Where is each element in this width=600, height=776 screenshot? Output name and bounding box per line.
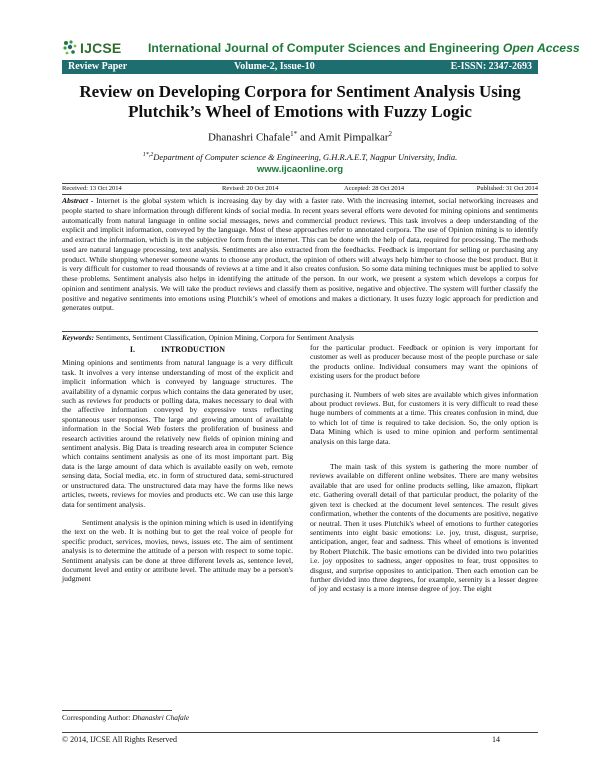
right-paragraph-2: purchasing it. Numbers of web sites are available which gives information about product reviews. But, for customers it is very difficult to read these huge numbers of comments at a time. This creates confusion in mind, due to which lot of time is required to take decision. So, the only option is Data Mining which is used to mine opinion and perform sentimental analysis on this large data. <box>310 389 538 446</box>
volume-issue: Volume-2, Issue-10 <box>234 61 315 72</box>
author-1-sup: 1* <box>290 130 298 138</box>
journal-name-text: International Journal of Computer Sciences and Engineering <box>148 41 500 55</box>
author-and: and <box>297 131 318 144</box>
keywords-label: Keywords: <box>62 333 95 342</box>
abstract-text: Internet is the global system which is increasing day by day with a faster rate. With the increasing internet, social networking increases and people started to share information through different kinds of social media. In recent years several efforts were devoted for mining opinions and sentiments automatically from natural language in online social messages, news and commercial product reviews. This task involves a deep understanding of the explicit and implicit information, conveyed by the language. Most of these approaches refer to annotated corpora. The use of Opinion mining is to identify and extract the information, which is in the subjective form from the internet. This can be done with the help of data, required for processing. The methods used are natural language processing, text analysis. Sentiments are also extracted from the feedbacks. Feedback is important for selling or purchasing any product. While shopping whenever someone wants to choose any product, the opinion of others will always help him/her to choose the best product. But it is very difficult for customer to read thousands of reviews at a time and it also creates confusion. So some data mining techniques must be applied to solve these problems. Sentiment analysis also helps in identifying the attitude of the person. In our work, we present a system which develops a corpus for opinion and sentiment analysis. We will take the product reviews and classify them as positive, negative and objective. The system will further classify the positive and negative sentiments into emotions using Plutchik’s wheel of emotions and makes a dictionary. It uses fuzzy logic approach for prediction and generates output. <box>62 196 538 313</box>
corresponding-name: Dhanashri Chafale <box>132 713 190 722</box>
open-access-label: Open Access <box>502 41 580 55</box>
section-number: I. <box>129 345 136 354</box>
left-column <box>62 345 293 584</box>
footnote-divider <box>62 710 172 711</box>
date-accepted: Accepted: 28 Oct 2014 <box>344 185 405 192</box>
logo-dots-icon <box>62 39 78 57</box>
page-footer <box>62 732 538 744</box>
author-2: Amit Pimpalkar <box>317 131 389 144</box>
title-line-1: Review on Developing Corpora for Sentiment Analysis Using <box>79 82 521 101</box>
page-number: 14 <box>492 735 500 744</box>
paper-title <box>62 82 538 122</box>
title-line-2: Plutchik’s Wheel of Emotions with Fuzzy Logic <box>128 102 472 121</box>
journal-logo <box>62 38 132 60</box>
copyright: © 2014, IJCSE All Rights Reserved <box>62 735 177 744</box>
intro-paragraph-1: Mining opinions and sentiments from natural language is a very difficult task. It involves a very intense understanding of most of the explicit and implicit information which is conveyed by language structures. The availability of a dynamic corpus which contains the data generated by user, such as reviews for products or polling data, makes necessary to deal with the affective information conveyed by expressive texts reflecting spontaneous user responses. The large and growing amount of available information in the Social Web fosters the proliferation of business and research activities around the relatively new fields of opinion mining and sentiment analysis. Big Data is treading research area in computer Science which contains sentiment analysis as one of its most important part. Big data is the large amount of data which is available easily on web, remote sensing data, Social media, etc. in form of structured data, semi-structured or unstructured data. The unstructured data may have the forms like news articles, tweets, reviews for movies and products etc. We can use this large data for sentiment analysis. <box>62 358 293 509</box>
author-1: Dhanashri Chafale <box>207 131 291 144</box>
intro-paragraph-2: Sentiment analysis is the opinion mining which is used in identifying the text on the web. It is nothing but to get the real voice of people for specific product, services, movies, news, issues etc. The aim of sentiment analysis is to determine the attitude of a person with respect to some topic. Sentiment analysis can be done at three different levels as, sentence level, document level and entity or attribute level. The attitude may be a person's judgment <box>62 517 293 584</box>
journal-name <box>148 41 580 55</box>
journal-header <box>62 38 580 60</box>
affiliation-text: Department of Computer science & Engineering, G.H.R.A.E.T, Nagpur University, India. <box>153 152 458 162</box>
affiliation <box>62 152 538 162</box>
author-2-sup: 2 <box>388 130 393 138</box>
section-heading <box>62 345 293 354</box>
corresponding-author <box>62 713 189 722</box>
date-received: Received: 13 Oct 2014 <box>62 185 122 192</box>
right-paragraph-1: for the particular product. Feedback or opinion is very important for customer as well as producer because most of the people purchase or sale the products online. Individual consumers may want the opinions of existing users for the product before <box>310 343 538 381</box>
abstract-label: Abstract - <box>62 196 94 205</box>
date-published: Published: 31 Oct 2014 <box>476 185 538 192</box>
logo-text: IJCSE <box>80 40 122 56</box>
right-column <box>310 343 538 594</box>
right-paragraph-3: The main task of this system is gathering the more number of reviews available on different online websites. There are many websites available that are used for online products selling, like amazon, flipkart etc. Gathering overall detail of that particular product, the polarity of the given text is checked at the document level sentences. The result gives confirmation, whether the contents of the documents are positive, negative or neutral. Then it uses Plutchik's wheel of emotions to further categories sentiments into eight basic emotions: i.e. joy, trust, disgust, surprise, anticipation, anger, fear and sadness. This wheel of emotions is invented by Robert Plutchik. The basic emotions can be divided into two polarities i.e. joy opposites to sadness, anger opposites to fear, trust opposites to disgust, and surprise opposites to anticipation. Then each emotion can be further divided into three degrees, for example, serenity is a lesser degree of joy and ecstasy is a more intense degree of joy. The eight <box>310 462 538 594</box>
keywords <box>62 331 538 342</box>
date-revised: Revised: 20 Oct 2014 <box>222 185 279 192</box>
website-link[interactable]: www.ijcaonline.org <box>256 164 344 175</box>
issn: E-ISSN: 2347-2693 <box>450 61 532 72</box>
abstract <box>62 196 538 313</box>
issue-band <box>62 60 538 74</box>
keywords-text: Sentiments, Sentiment Classification, Opinion Mining, Corpora for Sentiment Analysis <box>94 333 354 342</box>
dates-bar <box>62 183 538 195</box>
paper-type: Review Paper <box>68 61 128 72</box>
corresponding-label: Corresponding Author: <box>62 713 131 722</box>
authors <box>62 130 538 144</box>
affil-sup: 1*,2 <box>142 152 154 159</box>
section-title: INTRODUCTION <box>161 345 226 354</box>
